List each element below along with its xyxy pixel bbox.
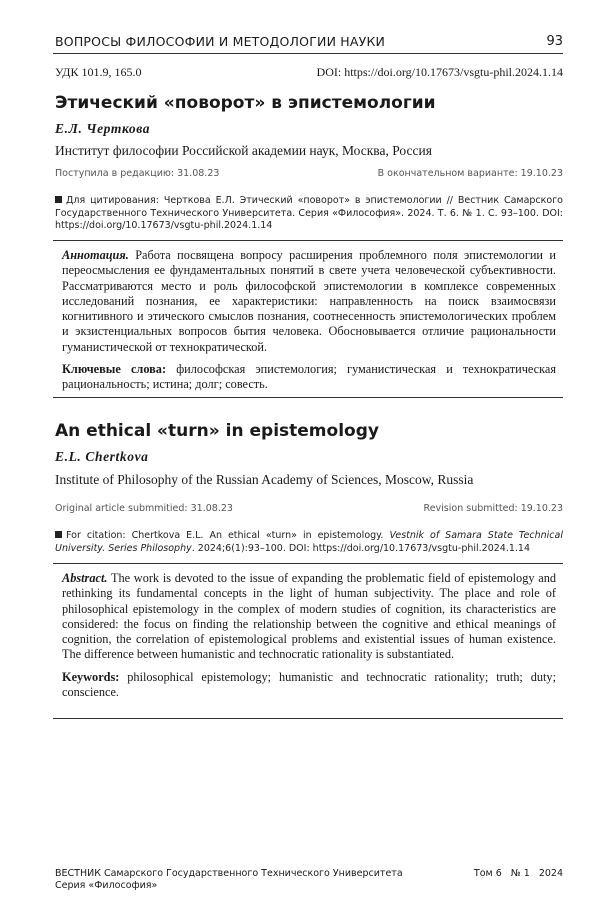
author-en: E.L. Chertkova: [55, 449, 149, 464]
affiliation-ru: Институт философии Российской академии наук, Москва, Россия: [55, 143, 432, 158]
citation-prefix-en: For citation: Chertkova E.L. An ethical «turn» in epistemology.: [66, 530, 390, 541]
abstract-bottom-rule-en: [53, 718, 563, 719]
citation-suffix-en: . 2024;6(1):93–100. DOI: https://doi.org/10.17673/vsgtu-phil.2024.1.14: [191, 542, 531, 554]
keywords-label-en: Keywords:: [62, 669, 120, 684]
abstract-top-rule-en: [53, 563, 563, 564]
abstract-top-rule: [53, 240, 563, 241]
received-date-en: Original article submmitied: 31.08.23: [55, 503, 233, 514]
abstract-text-ru: Работа посвящена вопросу расширения проблемного поля эпистемологии и переосмысления ее фундаментальных понятий в свете учета человеческой субъективности. Рассматриваются место и роль философской эпистемологии в комплексе современных исследований познания, ее характеристики: направленность на поиск взаимосвязи когнитивного и этического смыслов познания, соотнесенность эпистемологических проблем и экзистенциальных вопросов бытия человека. Обосновывается отличие рациональности гуманистической от технократической.: [62, 248, 556, 354]
abstract-ru: [62, 248, 556, 393]
abstract-label-en: Abstract.: [62, 571, 108, 585]
author-ru: Е.Л. Черткова: [55, 121, 151, 136]
abstract-label-ru: Аннотация.: [62, 248, 129, 262]
footer-journal-line1: ВЕСТНИК Самарского Государственного Технического Университета: [55, 868, 403, 879]
bullet-icon: [55, 531, 62, 538]
header-rule: [53, 53, 563, 54]
keywords-en: philosophical epistemology; humanistic and technocratic rationality; truth; duty; conscience.: [62, 669, 556, 700]
doi-link[interactable]: DOI: https://doi.org/10.17673/vsgtu-phil.2024.1.14: [316, 65, 563, 79]
article-title-ru: Этический «поворот» в эпистемологии: [55, 93, 436, 113]
revised-date-ru: В окончательном варианте: 19.10.23: [377, 168, 563, 179]
abstract-bottom-rule: [53, 397, 563, 398]
article-title-en: An ethical «turn» in epistemology: [55, 421, 379, 441]
keywords-ru: философская эпистемология; гуманистическая и технократическая рациональность; истина; долг; совесть.: [62, 362, 557, 392]
bullet-icon: [55, 196, 62, 203]
revised-date-en: Revision submitted: 19.10.23: [423, 503, 563, 514]
footer-journal-line2: Серия «Философия»: [55, 880, 158, 891]
affiliation-en: Institute of Philosophy of the Russian Academy of Sciences, Moscow, Russia: [55, 472, 474, 487]
citation-ru: [55, 195, 563, 233]
page-number: 93: [546, 34, 563, 49]
received-date-ru: Поступила в редакцию: 31.08.23: [55, 168, 220, 179]
footer-journal: [55, 868, 403, 892]
running-title: ВОПРОСЫ ФИЛОСОФИИ И МЕТОДОЛОГИИ НАУКИ: [55, 34, 386, 49]
citation-en: [55, 530, 563, 555]
citation-journal-en: Vestnik of Samara State Technical University. Series Philosophy: [55, 530, 563, 554]
udk-code: УДК 101.9, 165.0: [55, 65, 142, 79]
abstract-en: [62, 571, 556, 700]
keywords-label-ru: Ключевые слова:: [62, 362, 167, 377]
citation-text-ru: Для цитирования: Черткова Е.Л. Этический «поворот» в эпистемологии // Вестник Самарского Государственного Технического Университета. Серия «Философия». 2024. Т. 6. № 1. С. 93–100. DOI: https://doi.org/10.17673/vsgtu-phil.2024.1.14: [55, 195, 563, 231]
footer-issue: Том 6 № 1 2024: [473, 868, 563, 879]
abstract-text-en: The work is devoted to the issue of expanding the problematic field of epistemology and rethinking its fundamental concepts in the light of human subjectivity. The place and role of philosophical epistemology in the complex of modern studies of cognition, its characteristics are considered: the focus on finding the relationship between the cognitive and ethical meanings of cognition, the correlation of epistemological problems and existential issues of human existence. The difference between humanistic and technocratic rationality is substantiated.: [62, 571, 556, 662]
